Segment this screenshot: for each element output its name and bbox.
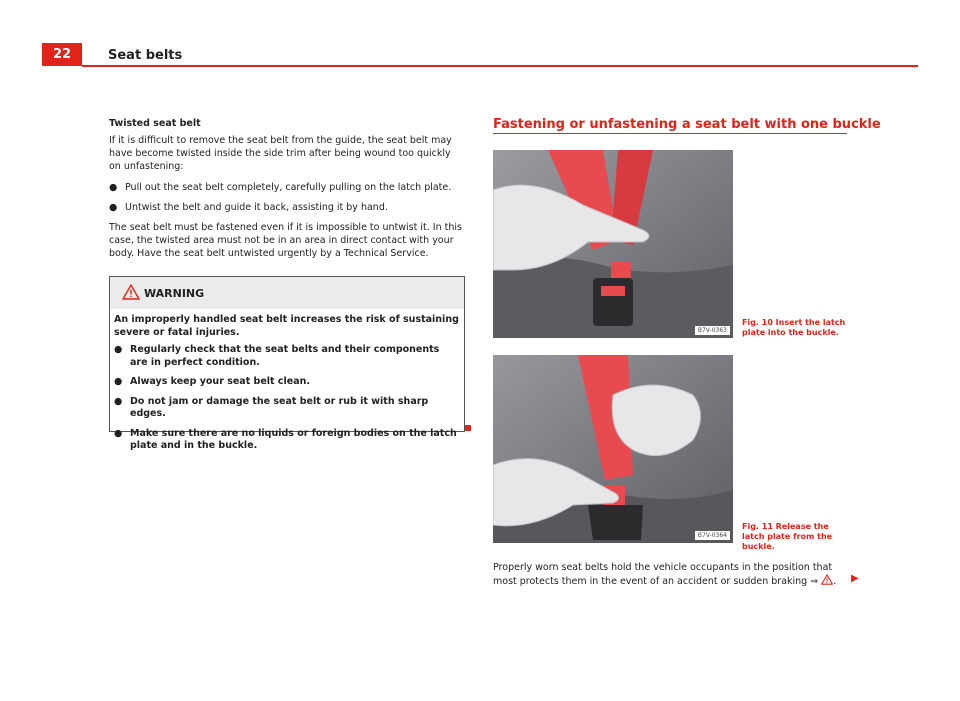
bullet-text: Untwist the belt and guide it back, assisting it by hand. (125, 202, 388, 213)
intro-paragraph: If it is difficult to remove the seat belt from the guide, the seat belt may have become twisted inside the side trim after being wound too quickly on unfastening: (109, 135, 452, 172)
figure-caption: Fig. 10 Insert the latch plate into the buckle. (742, 318, 846, 337)
figure-release-latch (493, 355, 733, 543)
bullet-dot: ● (114, 376, 123, 387)
warning-triangle-icon (821, 574, 833, 585)
figure-insert-latch (493, 150, 733, 338)
warning-item-text: Do not jam or damage the seat belt or rub it with sharp edges. (130, 395, 429, 419)
warning-lead: An improperly handled seat belt increases the risk of sustaining severe or fatal injuries. (114, 314, 459, 338)
warning-item (114, 344, 460, 369)
article-heading: Fastening or unfastening a seat belt with one buckle (493, 117, 881, 132)
warning-body (110, 309, 464, 453)
body-paragraph: The seat belt must be fastened even if it is impossible to untwist it. In this case, the twisted area must not be in an area in direct contact with your body. Have the seat belt untwisted urgently by a Technical Service. (109, 222, 462, 259)
bullet-dot: ● (109, 182, 118, 193)
body-paragraph: Properly worn seat belts hold the vehicle occupants in the position that most protects them in the event of an accident or sudden braking ⇒ . (493, 562, 837, 587)
bullet-item (109, 181, 464, 194)
warning-box (109, 276, 465, 451)
figure-code: B7V-0364 (695, 531, 730, 540)
heading-rule (493, 133, 847, 134)
warning-header (110, 277, 464, 309)
figure-caption: Fig. 11 Release the latch plate from the buckle. (742, 522, 833, 551)
bullet-text: Pull out the seat belt completely, carefully pulling on the latch plate. (125, 182, 452, 193)
warning-item (114, 376, 460, 389)
subheading: Twisted seat belt (109, 118, 201, 129)
left-column (109, 117, 464, 268)
bullet-dot: ● (114, 344, 123, 355)
bullet-dot: ● (114, 395, 123, 407)
end-square-icon (465, 425, 471, 431)
warning-item-text: Make sure there are no liquids or foreign bodies on the latch plate and in the buckle. (130, 427, 457, 451)
bullet-dot: ● (109, 202, 118, 213)
warning-item-text: Regularly check that the seat belts and their components are in perfect condition. (130, 344, 440, 368)
warning-item-text: Always keep your seat belt clean. (130, 376, 311, 387)
warning-title: WARNING (144, 287, 205, 300)
warning-item (114, 428, 460, 453)
illustration-insert-latch (493, 150, 733, 338)
warning-item (114, 396, 460, 421)
continue-arrow-icon: ▶ (851, 573, 859, 584)
body-text: Properly worn seat belts hold the vehicle occupants in the position that most protects them in the event of an accident or sudden braking ⇒ (493, 562, 833, 587)
figure-code: B7V-0363 (695, 326, 730, 335)
bullet-dot: ● (114, 427, 123, 439)
bullet-item (109, 201, 464, 214)
warning-triangle-icon (122, 284, 140, 300)
header-rule (82, 65, 918, 67)
page-number: 22 (42, 43, 82, 66)
section-title: Seat belts (108, 48, 183, 63)
illustration-release-latch (493, 355, 733, 543)
